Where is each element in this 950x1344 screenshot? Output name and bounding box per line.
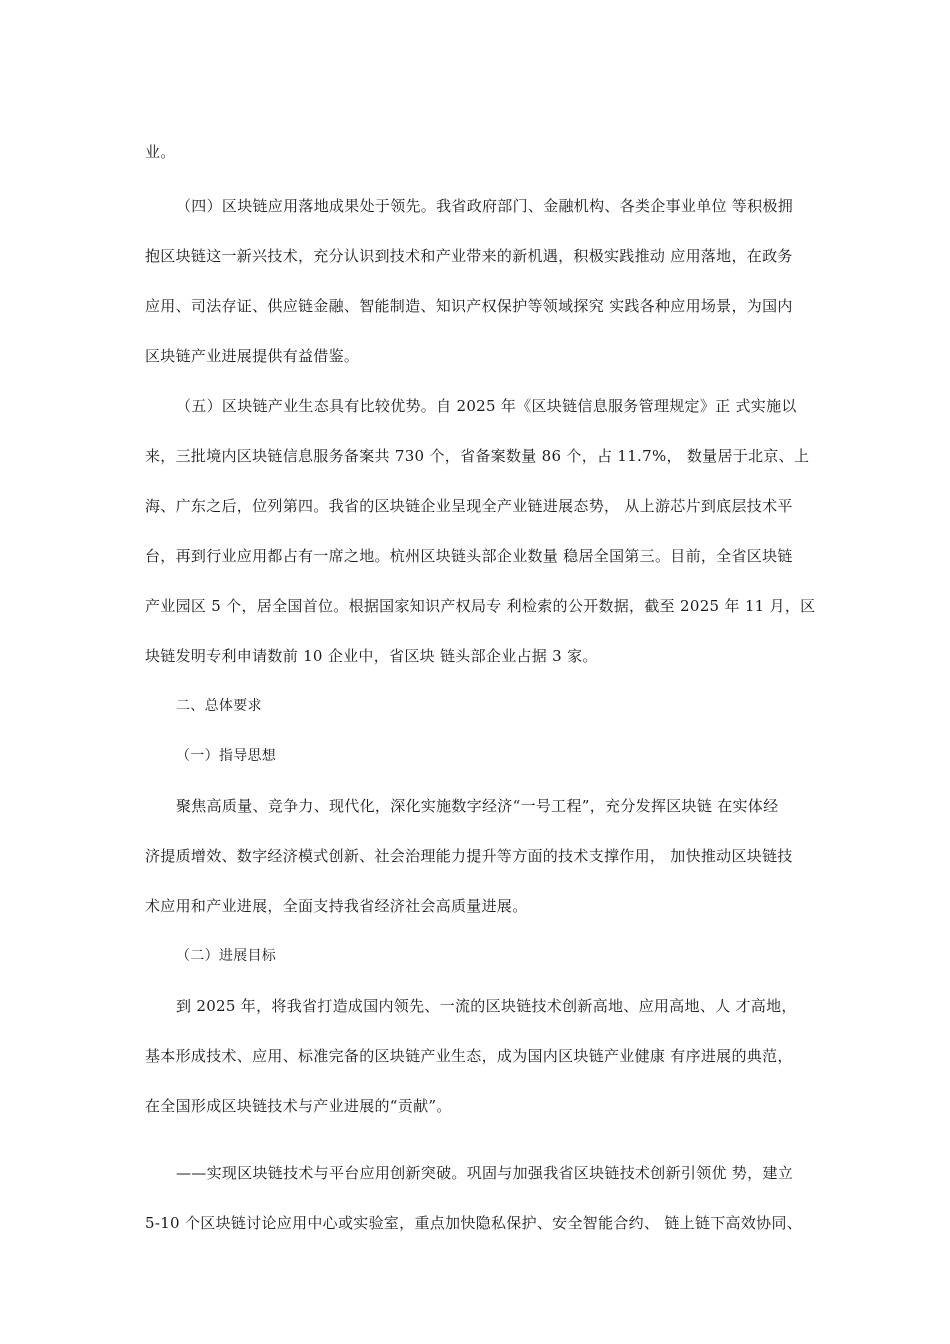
paragraph-line-5: （五）区块链产业生态具有比较优势。自 2025 年《区块链信息服务管理规定》正 式实施以 bbox=[176, 397, 797, 415]
paragraph-line-9: 产业园区 5 个，居全国首位。根据国家知识产权局专 利检索的公开数据，截至 2025 年 11 月，区 bbox=[145, 597, 816, 615]
paragraph-line-2: 抱区块链这一新兴技术，充分认识到技术和产业带来的新机遇，积极实践推动 应用落地，在政务 bbox=[145, 247, 793, 265]
paragraph-line-18: 基本形成技术、应用、标准完备的区块链产业生态，成为国内区块链产业健康 有序进展的典范， bbox=[145, 1047, 793, 1065]
paragraph-line-20: ——实现区块链技术与平台应用创新突破。巩固与加强我省区块链技术创新引领优 势，建立 bbox=[176, 1164, 794, 1182]
section-heading: 二、总体要求 bbox=[176, 698, 262, 714]
paragraph-line-8: 台，再到行业应用都占有一席之地。杭州区块链头部企业数量 稳居全国第三。目前，全省区块链 bbox=[145, 547, 793, 565]
paragraph-line-13: 聚焦高质量、竞争力、现代化，深化实施数字经济“一号工程”，充分发挥区块链 在实体经 bbox=[176, 797, 779, 815]
paragraph-line-0: 业。 bbox=[145, 143, 176, 161]
paragraph-line-3: 应用、司法存证、供应链金融、智能制造、知识产权保护等领域探究 实践各种应用场景，为国内 bbox=[145, 297, 793, 315]
paragraph-line-21: 5-10 个区块链讨论应用中心或实验室，重点加快隐私保护、安全智能合约、 链上链下高效协同、 bbox=[145, 1214, 803, 1232]
paragraph-line-14: 济提质增效、数字经济模式创新、社会治理能力提升等方面的技术支撑作用， 加快推动区块链技 bbox=[145, 847, 793, 865]
paragraph-line-6: 来，三批境内区块链信息服务备案共 730 个，省备案数量 86 个，占 11.7%， 数量居于北京、上 bbox=[145, 447, 810, 465]
paragraph-line-4: 区块链产业进展提供有益借鉴。 bbox=[145, 347, 360, 365]
paragraph-line-17: 到 2025 年，将我省打造成国内领先、一流的区块链技术创新高地、应用高地、人 才高地， bbox=[176, 997, 797, 1015]
paragraph-line-15: 术应用和产业进展，全面支持我省经济社会高质量进展。 bbox=[145, 897, 528, 915]
subsection-heading: （一）指导思想 bbox=[176, 748, 277, 764]
subsection-heading: （二）进展目标 bbox=[176, 948, 277, 964]
paragraph-line-10: 块链发明专利申请数前 10 企业中，省区块 链头部企业占据 3 家。 bbox=[145, 647, 598, 665]
paragraph-line-1: （四）区块链应用落地成果处于领先。我省政府部门、金融机构、各类企事业单位 等积极拥 bbox=[176, 197, 794, 215]
paragraph-line-7: 海、广东之后，位列第四。我省的区块链企业呈现全产业链进展态势， 从上游芯片到底层技术平 bbox=[145, 497, 793, 515]
paragraph-line-19: 在全国形成区块链技术与产业进展的“贡献”。 bbox=[145, 1097, 452, 1115]
